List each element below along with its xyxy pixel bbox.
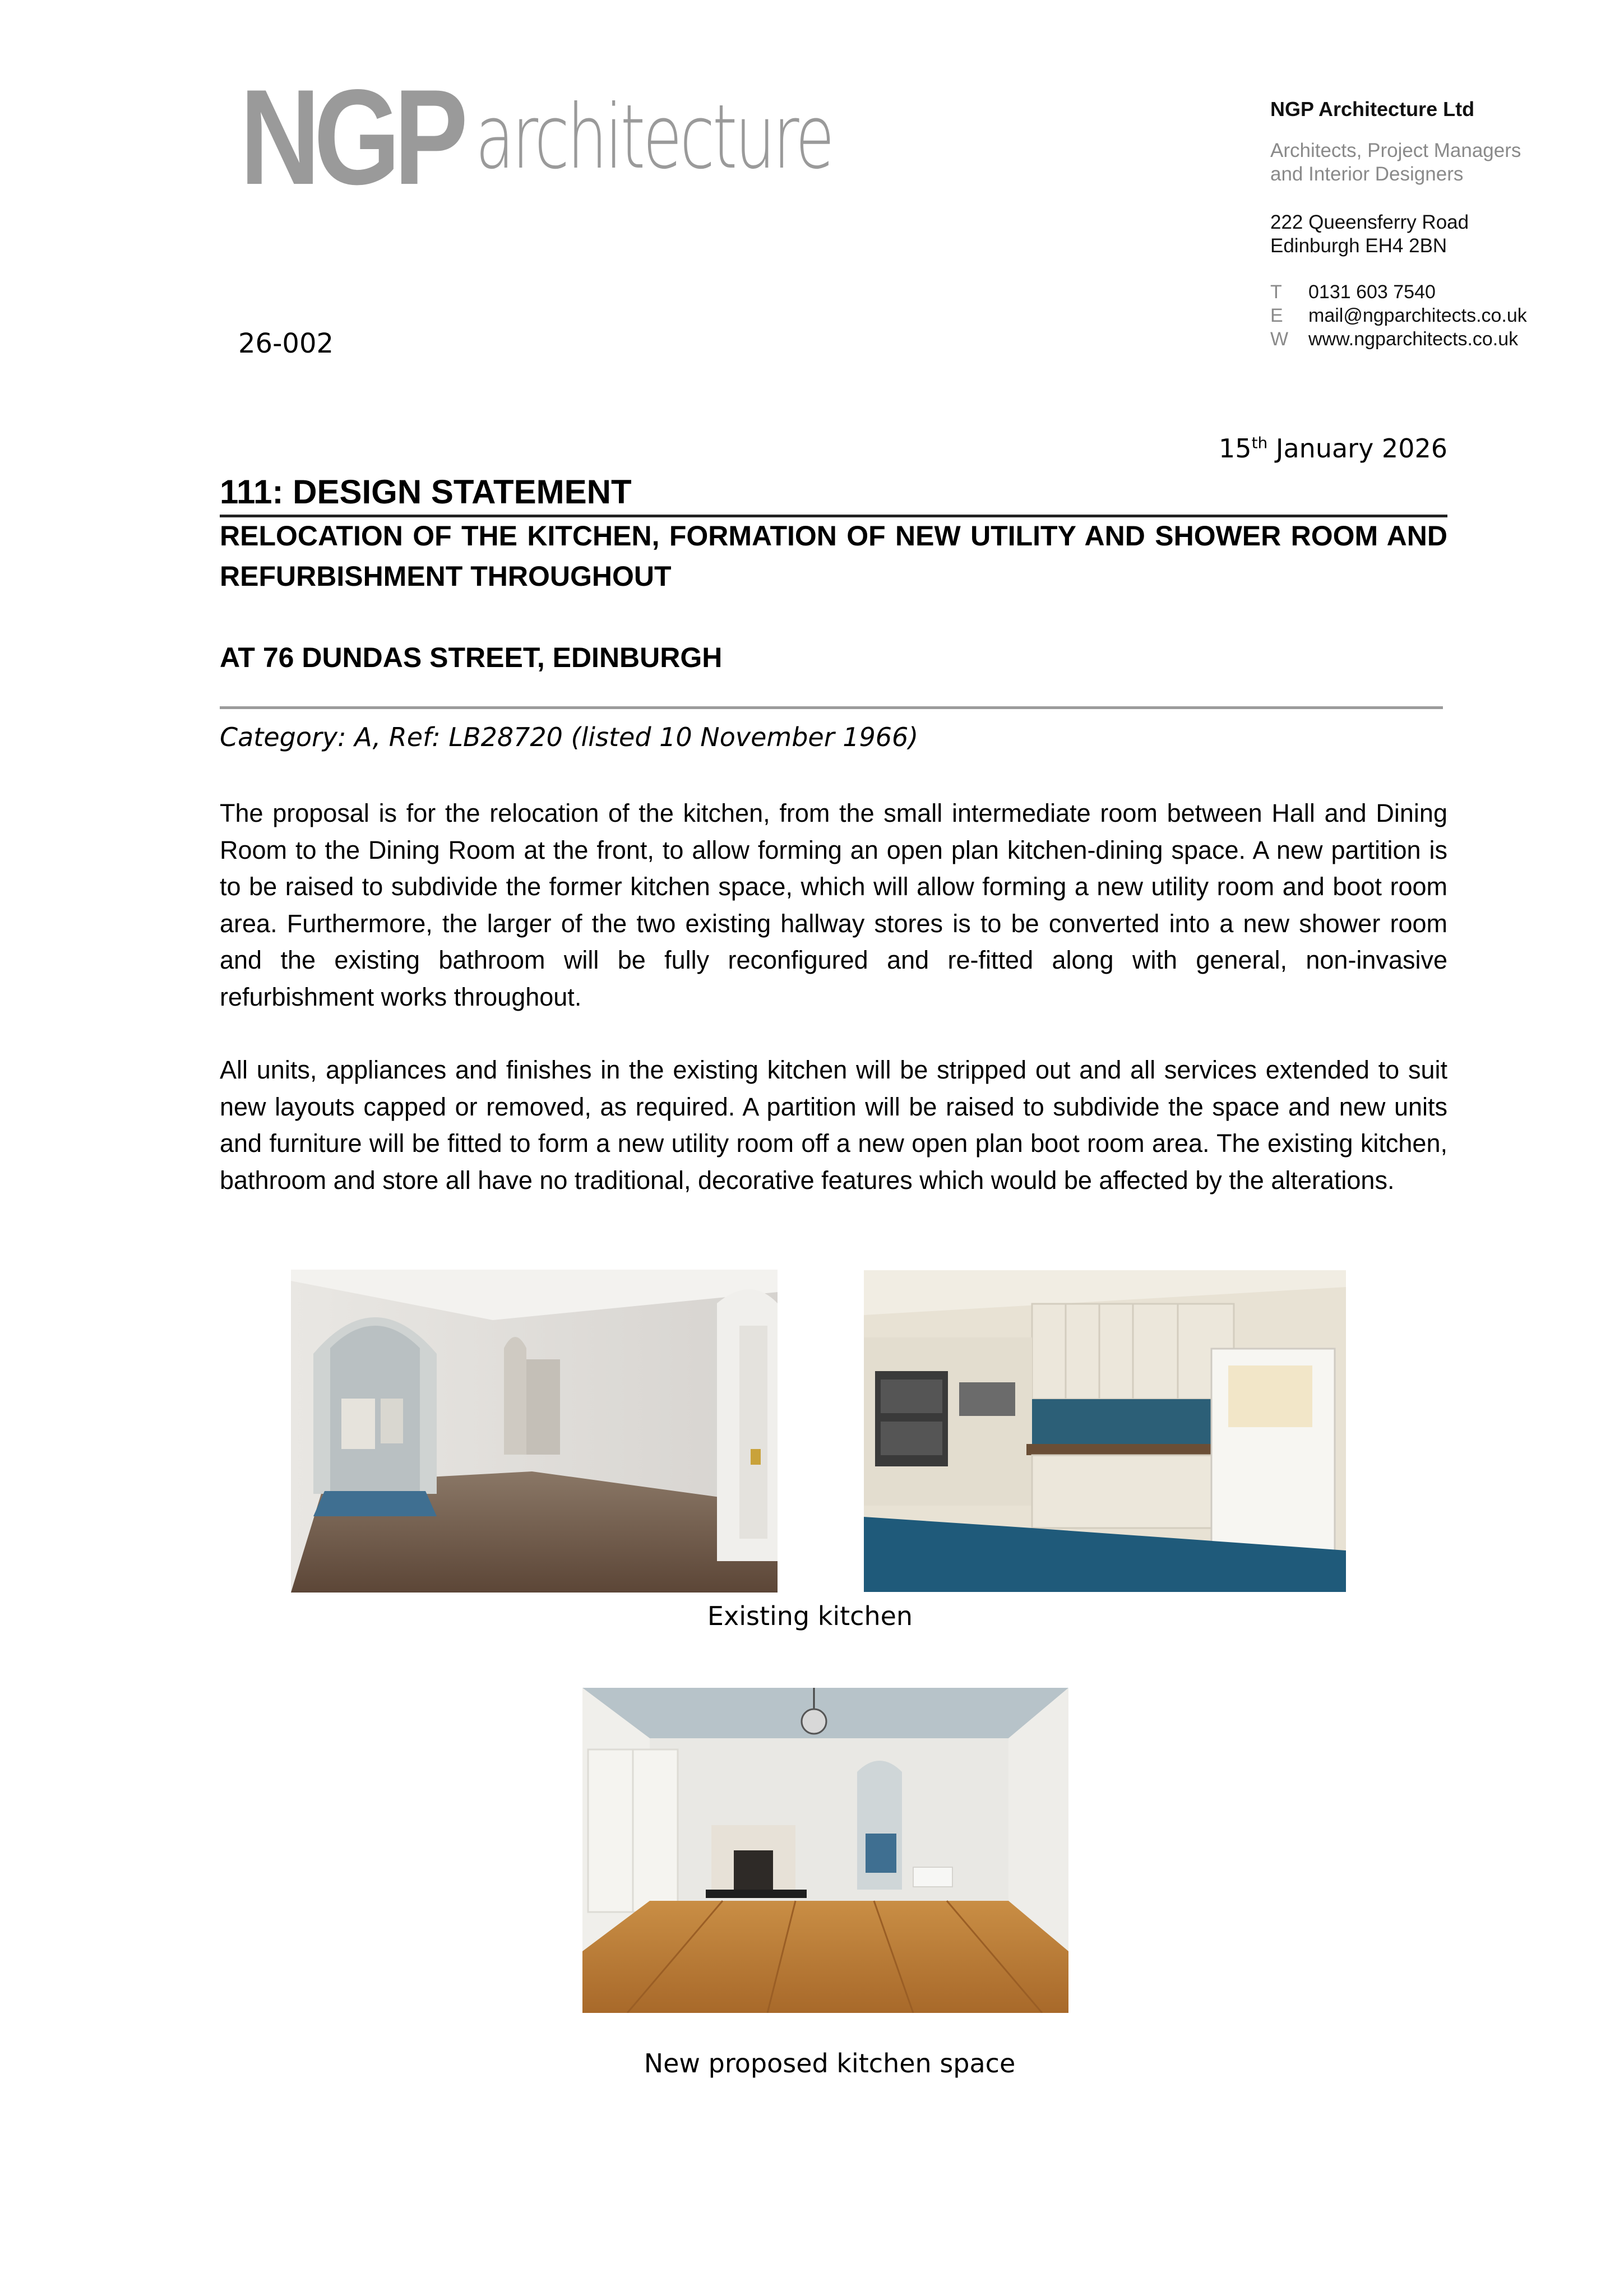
- company-description-line: Architects, Project Managers: [1270, 140, 1521, 161]
- photo-existing-kitchen-hallway: [291, 1270, 778, 1593]
- logo-mark-bold: NGP: [240, 62, 462, 213]
- project-reference: 26-002: [238, 328, 334, 359]
- contact-value: 0131 603 7540: [1308, 281, 1436, 303]
- photo-kitchen-image: [864, 1270, 1346, 1592]
- contact-key: W: [1270, 328, 1289, 350]
- company-name: NGP Architecture Ltd: [1270, 98, 1475, 121]
- caption-existing-kitchen: Existing kitchen: [707, 1601, 913, 1631]
- contact-website: [1270, 327, 1527, 351]
- photo-hallway-image: [291, 1270, 778, 1593]
- contact-email: [1270, 304, 1527, 327]
- photo-existing-kitchen: [864, 1270, 1346, 1592]
- contact-value[interactable]: mail@ngparchitects.co.uk: [1308, 305, 1527, 326]
- company-contacts: [1270, 280, 1527, 351]
- title-block: [220, 470, 1447, 517]
- contact-key: T: [1270, 281, 1282, 303]
- document-date: [1219, 433, 1447, 464]
- photo-dining-room-image: [582, 1688, 1068, 2013]
- photo-proposed-kitchen-space: [582, 1688, 1068, 2013]
- listing-category: Category: A, Ref: LB28720 (listed 10 November 1966): [220, 722, 919, 752]
- body-paragraph: All units, appliances and finishes in the existing kitchen will be stripped out and all services extended to suit new layouts capped or removed, as required. A partition will be raised to subdivide the space and new units and furniture will be fitted to form a new utility room off a new open plan boot room area. The existing kitchen, bathroom and store all have no traditional, decorative features which would be affected by the alterations.: [220, 1056, 1447, 1195]
- site-address: AT 76 DUNDAS STREET, EDINBURGH: [220, 642, 723, 673]
- company-description: [1270, 139, 1527, 186]
- document-subtitle: RELOCATION OF THE KITCHEN, FORMATION OF NEW UTILITY AND SHOWER ROOM AND REFURBISHMENT THROUGHOUT: [220, 520, 1447, 592]
- body-paragraph: The proposal is for the relocation of the kitchen, from the small intermediate room between Hall and Dining Room to the Dining Room at the front, to allow forming an open plan kitchen-dining space. A new partition is to be raised to subdivide the former kitchen space, which will allow forming a new utility room and boot room area. Furthermore, the larger of the two existing hallway stores is to be converted into a new shower room and the existing bathroom will be fully reconfigured and re-fitted along with general, non-invasive refurbishment works throughout.: [220, 799, 1447, 1011]
- contact-phone: [1270, 280, 1527, 304]
- contact-key: E: [1270, 305, 1283, 326]
- document-title: 111: DESIGN STATEMENT: [220, 473, 632, 511]
- logo-mark-light: architecture: [475, 86, 832, 189]
- date-suffix: th: [1251, 433, 1268, 452]
- company-address: [1270, 211, 1527, 258]
- date-day: 15: [1219, 433, 1252, 464]
- company-description-line: and Interior Designers: [1270, 163, 1464, 185]
- divider: [220, 706, 1443, 709]
- company-details: [1270, 96, 1527, 351]
- date-rest: January 2026: [1267, 433, 1447, 464]
- company-logo: [240, 62, 971, 213]
- contact-value[interactable]: www.ngparchitects.co.uk: [1308, 328, 1519, 350]
- company-address-line: Edinburgh EH4 2BN: [1270, 235, 1447, 257]
- company-address-line: 222 Queensferry Road: [1270, 211, 1469, 233]
- caption-proposed-kitchen: New proposed kitchen space: [644, 2048, 1016, 2079]
